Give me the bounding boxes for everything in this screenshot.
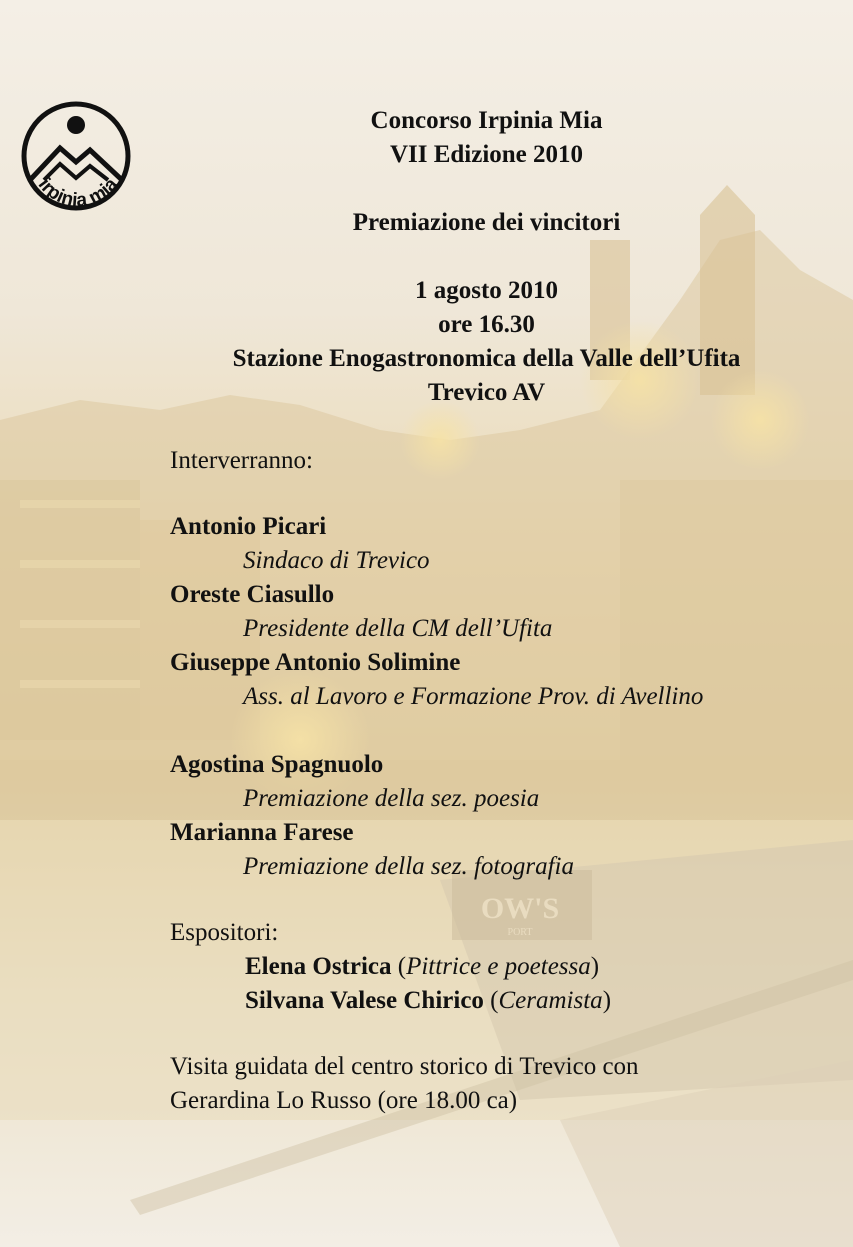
visit-line-1: Visita guidata del centro storico di Trevico con xyxy=(170,1053,639,1080)
edition-title: VII Edizione 2010 xyxy=(389,141,584,168)
exhibitor-name: Elena Ostrica xyxy=(245,953,392,980)
exhibitor-line: Elena Ostrica (Pittrice e poetessa) xyxy=(245,953,600,980)
awards-title: Premiazione dei vincitori xyxy=(352,209,621,236)
event-date: 1 agosto 2010 xyxy=(414,277,559,304)
speaker-role: Sindaco di Trevico xyxy=(243,547,430,574)
exhibitor-role: Ceramista xyxy=(498,987,603,1014)
event-time: ore 16.30 xyxy=(438,311,535,338)
exhibitors-heading: Espositori: xyxy=(170,919,279,946)
speaker-name: Oreste Ciasullo xyxy=(170,581,335,608)
speakers-heading: Interverranno: xyxy=(170,447,313,474)
exhibitor-name: Silvana Valese Chirico xyxy=(245,987,484,1014)
speaker-role: Ass. al Lavoro e Formazione Prov. di Avellino xyxy=(243,683,704,710)
exhibitor-role: Pittrice e poetessa xyxy=(406,953,591,980)
logo-text: irpinia mia xyxy=(33,174,123,212)
speaker-name: Marianna Farese xyxy=(170,819,354,846)
boat-sign-text: OW'S xyxy=(480,892,560,925)
svg-text:irpinia mia xyxy=(34,174,123,211)
event-venue: Stazione Enogastronomica della Valle dell’Ufita xyxy=(232,345,741,372)
speaker-name: Giuseppe Antonio Solimine xyxy=(170,649,461,676)
event-title: Concorso Irpinia Mia xyxy=(370,107,603,134)
visit-line-2: Gerardina Lo Russo (ore 18.00 ca) xyxy=(170,1087,518,1114)
sun-icon xyxy=(67,116,85,134)
mountain-icon xyxy=(30,148,122,180)
speaker-role: Presidente della CM dell’Ufita xyxy=(243,615,553,642)
speaker-name: Antonio Picari xyxy=(170,513,327,540)
boat-sign-subtext: PORT xyxy=(507,927,533,938)
speaker-role: Premiazione della sez. poesia xyxy=(243,785,540,812)
exhibitor-line: Silvana Valese Chirico (Ceramista) xyxy=(245,987,612,1014)
event-place: Trevico AV xyxy=(427,379,546,406)
speaker-name: Agostina Spagnuolo xyxy=(170,751,384,778)
speaker-role: Premiazione della sez. fotografia xyxy=(243,853,574,880)
